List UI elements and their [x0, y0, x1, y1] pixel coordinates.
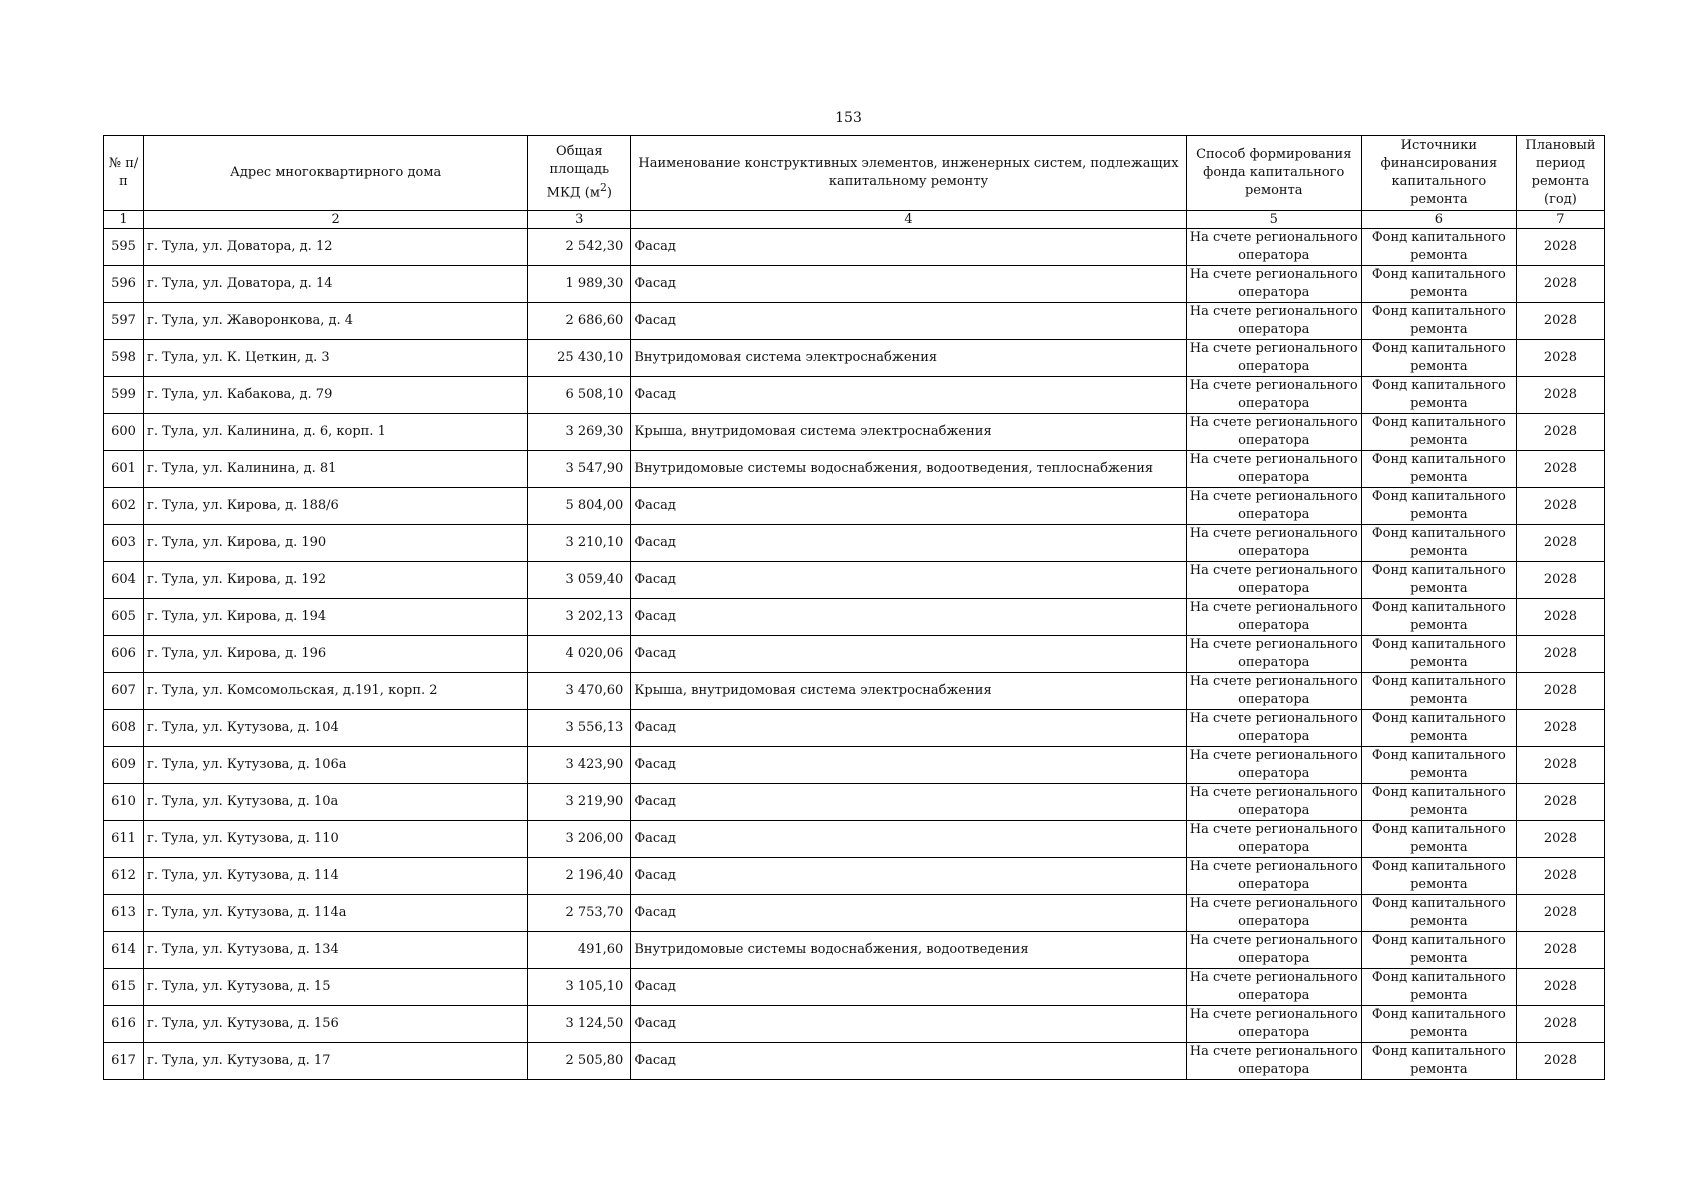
table-row: [104, 858, 1605, 895]
row-number: 596: [104, 266, 144, 303]
funding-method-cell: На счете регионального оператора: [1186, 747, 1361, 784]
column-number: 5: [1186, 211, 1361, 229]
address-cell: г. Тула, ул. Кутузова, д. 110: [144, 821, 528, 858]
column-number: 7: [1516, 211, 1604, 229]
address-cell: г. Тула, ул. Доватора, д. 14: [144, 266, 528, 303]
period-cell: 2028: [1516, 1043, 1604, 1080]
table-row: [104, 377, 1605, 414]
header-area-sup: 2: [599, 181, 607, 195]
period-cell: 2028: [1516, 525, 1604, 562]
address-cell: г. Тула, ул. Кутузова, д. 114а: [144, 895, 528, 932]
table-row: [104, 710, 1605, 747]
period-cell: 2028: [1516, 414, 1604, 451]
area-cell: 3 556,13: [528, 710, 631, 747]
header-source: Источники финансирования капитального ремонта: [1361, 136, 1516, 211]
address-cell: г. Тула, ул. Калинина, д. 6, корп. 1: [144, 414, 528, 451]
funding-method-cell: На счете регионального оператора: [1186, 710, 1361, 747]
funding-method-cell: На счете регионального оператора: [1186, 266, 1361, 303]
row-number: 616: [104, 1006, 144, 1043]
period-cell: 2028: [1516, 562, 1604, 599]
row-number: 605: [104, 599, 144, 636]
elements-cell: Фасад: [631, 969, 1186, 1006]
funding-source-cell: Фонд капитального ремонта: [1361, 858, 1516, 895]
elements-cell: Внутридомовые системы водоснабжения, водоотведения, теплоснабжения: [631, 451, 1186, 488]
row-number: 598: [104, 340, 144, 377]
elements-cell: Фасад: [631, 784, 1186, 821]
table-row: [104, 784, 1605, 821]
row-number: 609: [104, 747, 144, 784]
column-number: 2: [144, 211, 528, 229]
column-number: 1: [104, 211, 144, 229]
address-cell: г. Тула, ул. Кабакова, д. 79: [144, 377, 528, 414]
address-cell: г. Тула, ул. Жаворонкова, д. 4: [144, 303, 528, 340]
area-cell: 3 423,90: [528, 747, 631, 784]
header-area-label: Общая площадь МКД (м: [546, 144, 610, 201]
period-cell: 2028: [1516, 895, 1604, 932]
row-number: 602: [104, 488, 144, 525]
funding-source-cell: Фонд капитального ремонта: [1361, 488, 1516, 525]
period-cell: 2028: [1516, 821, 1604, 858]
area-cell: 2 542,30: [528, 229, 631, 266]
address-cell: г. Тула, ул. Доватора, д. 12: [144, 229, 528, 266]
area-cell: 5 804,00: [528, 488, 631, 525]
funding-method-cell: На счете регионального оператора: [1186, 488, 1361, 525]
address-cell: г. Тула, ул. Комсомольская, д.191, корп. 2: [144, 673, 528, 710]
header-method: Способ формирования фонда капитального ремонта: [1186, 136, 1361, 211]
table-header: [104, 136, 1605, 229]
period-cell: 2028: [1516, 1006, 1604, 1043]
funding-source-cell: Фонд капитального ремонта: [1361, 1006, 1516, 1043]
area-cell: 2 196,40: [528, 858, 631, 895]
funding-source-cell: Фонд капитального ремонта: [1361, 1043, 1516, 1080]
page-number: 153: [835, 110, 862, 126]
table-row: [104, 562, 1605, 599]
address-cell: г. Тула, ул. Калинина, д. 81: [144, 451, 528, 488]
area-cell: 3 269,30: [528, 414, 631, 451]
table-row: [104, 525, 1605, 562]
area-cell: 4 020,06: [528, 636, 631, 673]
funding-method-cell: На счете регионального оператора: [1186, 895, 1361, 932]
funding-source-cell: Фонд капитального ремонта: [1361, 747, 1516, 784]
address-cell: г. Тула, ул. Кирова, д. 196: [144, 636, 528, 673]
period-cell: 2028: [1516, 303, 1604, 340]
area-cell: 3 124,50: [528, 1006, 631, 1043]
row-number: 611: [104, 821, 144, 858]
table-row: [104, 229, 1605, 266]
row-number: 603: [104, 525, 144, 562]
funding-method-cell: На счете регионального оператора: [1186, 525, 1361, 562]
address-cell: г. Тула, ул. Кирова, д. 188/6: [144, 488, 528, 525]
area-cell: 3 210,10: [528, 525, 631, 562]
elements-cell: Фасад: [631, 562, 1186, 599]
funding-method-cell: На счете регионального оператора: [1186, 858, 1361, 895]
elements-cell: Фасад: [631, 525, 1186, 562]
period-cell: 2028: [1516, 599, 1604, 636]
row-number: 606: [104, 636, 144, 673]
area-cell: 3 105,10: [528, 969, 631, 1006]
row-number: 608: [104, 710, 144, 747]
repair-program-table: [103, 135, 1605, 1080]
row-number: 615: [104, 969, 144, 1006]
row-number: 612: [104, 858, 144, 895]
funding-method-cell: На счете регионального оператора: [1186, 414, 1361, 451]
elements-cell: Фасад: [631, 747, 1186, 784]
address-cell: г. Тула, ул. Кутузова, д. 114: [144, 858, 528, 895]
area-cell: 3 059,40: [528, 562, 631, 599]
elements-cell: Фасад: [631, 636, 1186, 673]
row-number: 601: [104, 451, 144, 488]
address-cell: г. Тула, ул. Кутузова, д. 15: [144, 969, 528, 1006]
funding-source-cell: Фонд капитального ремонта: [1361, 784, 1516, 821]
header-area-suffix: ): [606, 185, 612, 201]
funding-method-cell: На счете регионального оператора: [1186, 340, 1361, 377]
address-cell: г. Тула, ул. Кутузова, д. 156: [144, 1006, 528, 1043]
header-address: Адрес многоквартирного дома: [144, 136, 528, 211]
table-row: [104, 488, 1605, 525]
period-cell: 2028: [1516, 784, 1604, 821]
funding-source-cell: Фонд капитального ремонта: [1361, 599, 1516, 636]
table-row: [104, 340, 1605, 377]
area-cell: 3 470,60: [528, 673, 631, 710]
funding-method-cell: На счете регионального оператора: [1186, 821, 1361, 858]
row-number: 599: [104, 377, 144, 414]
funding-source-cell: Фонд капитального ремонта: [1361, 266, 1516, 303]
area-cell: 3 547,90: [528, 451, 631, 488]
funding-source-cell: Фонд капитального ремонта: [1361, 710, 1516, 747]
funding-method-cell: На счете регионального оператора: [1186, 562, 1361, 599]
column-number: 3: [528, 211, 631, 229]
row-number: 610: [104, 784, 144, 821]
funding-method-cell: На счете регионального оператора: [1186, 377, 1361, 414]
table-row: [104, 636, 1605, 673]
period-cell: 2028: [1516, 969, 1604, 1006]
elements-cell: Фасад: [631, 599, 1186, 636]
funding-method-cell: На счете регионального оператора: [1186, 636, 1361, 673]
elements-cell: Крыша, внутридомовая система электроснабжения: [631, 414, 1186, 451]
table-row: [104, 266, 1605, 303]
funding-source-cell: Фонд капитального ремонта: [1361, 562, 1516, 599]
period-cell: 2028: [1516, 488, 1604, 525]
period-cell: 2028: [1516, 858, 1604, 895]
header-elements: Наименование конструктивных элементов, инженерных систем, подлежащих капитальному ремонту: [631, 136, 1186, 211]
funding-source-cell: Фонд капитального ремонта: [1361, 969, 1516, 1006]
address-cell: г. Тула, ул. Кутузова, д. 17: [144, 1043, 528, 1080]
funding-method-cell: На счете регионального оператора: [1186, 229, 1361, 266]
funding-source-cell: Фонд капитального ремонта: [1361, 451, 1516, 488]
area-cell: 3 206,00: [528, 821, 631, 858]
funding-source-cell: Фонд капитального ремонта: [1361, 636, 1516, 673]
period-cell: 2028: [1516, 229, 1604, 266]
area-cell: 1 989,30: [528, 266, 631, 303]
table-row: [104, 1043, 1605, 1080]
row-number: 600: [104, 414, 144, 451]
elements-cell: Фасад: [631, 858, 1186, 895]
table-row: [104, 895, 1605, 932]
row-number: 595: [104, 229, 144, 266]
row-number: 617: [104, 1043, 144, 1080]
area-cell: 2 753,70: [528, 895, 631, 932]
funding-method-cell: На счете регионального оператора: [1186, 673, 1361, 710]
table-row: [104, 969, 1605, 1006]
period-cell: 2028: [1516, 266, 1604, 303]
funding-method-cell: На счете регионального оператора: [1186, 932, 1361, 969]
elements-cell: Фасад: [631, 895, 1186, 932]
table-row: [104, 451, 1605, 488]
address-cell: г. Тула, ул. Кутузова, д. 106а: [144, 747, 528, 784]
address-cell: г. Тула, ул. Кирова, д. 190: [144, 525, 528, 562]
funding-source-cell: Фонд капитального ремонта: [1361, 673, 1516, 710]
table-row: [104, 599, 1605, 636]
address-cell: г. Тула, ул. К. Цеткин, д. 3: [144, 340, 528, 377]
elements-cell: Фасад: [631, 821, 1186, 858]
funding-source-cell: Фонд капитального ремонта: [1361, 377, 1516, 414]
funding-source-cell: Фонд капитального ремонта: [1361, 525, 1516, 562]
column-number: 6: [1361, 211, 1516, 229]
column-number-row: [104, 211, 1605, 229]
address-cell: г. Тула, ул. Кутузова, д. 104: [144, 710, 528, 747]
period-cell: 2028: [1516, 451, 1604, 488]
row-number: 613: [104, 895, 144, 932]
table-body: [104, 229, 1605, 1080]
area-cell: 3 202,13: [528, 599, 631, 636]
elements-cell: Фасад: [631, 377, 1186, 414]
address-cell: г. Тула, ул. Кирова, д. 192: [144, 562, 528, 599]
header-no: № п/п: [104, 136, 144, 211]
address-cell: г. Тула, ул. Кутузова, д. 10а: [144, 784, 528, 821]
funding-source-cell: Фонд капитального ремонта: [1361, 340, 1516, 377]
elements-cell: Фасад: [631, 1043, 1186, 1080]
elements-cell: Фасад: [631, 1006, 1186, 1043]
period-cell: 2028: [1516, 710, 1604, 747]
elements-cell: Внутридомовая система электроснабжения: [631, 340, 1186, 377]
address-cell: г. Тула, ул. Кутузова, д. 134: [144, 932, 528, 969]
funding-method-cell: На счете регионального оператора: [1186, 599, 1361, 636]
elements-cell: Фасад: [631, 266, 1186, 303]
funding-source-cell: Фонд капитального ремонта: [1361, 821, 1516, 858]
elements-cell: Внутридомовые системы водоснабжения, водоотведения: [631, 932, 1186, 969]
funding-source-cell: Фонд капитального ремонта: [1361, 303, 1516, 340]
funding-method-cell: На счете регионального оператора: [1186, 1006, 1361, 1043]
period-cell: 2028: [1516, 377, 1604, 414]
area-cell: 3 219,90: [528, 784, 631, 821]
elements-cell: Фасад: [631, 488, 1186, 525]
header-area: [528, 136, 631, 211]
table-row: [104, 821, 1605, 858]
table-row: [104, 303, 1605, 340]
funding-source-cell: Фонд капитального ремонта: [1361, 895, 1516, 932]
funding-source-cell: Фонд капитального ремонта: [1361, 932, 1516, 969]
area-cell: 25 430,10: [528, 340, 631, 377]
table-row: [104, 414, 1605, 451]
area-cell: 2 505,80: [528, 1043, 631, 1080]
period-cell: 2028: [1516, 932, 1604, 969]
header-period: Плановый период ремонта (год): [1516, 136, 1604, 211]
row-number: 614: [104, 932, 144, 969]
row-number: 597: [104, 303, 144, 340]
table-row: [104, 747, 1605, 784]
table-row: [104, 932, 1605, 969]
period-cell: 2028: [1516, 340, 1604, 377]
row-number: 607: [104, 673, 144, 710]
period-cell: 2028: [1516, 673, 1604, 710]
row-number: 604: [104, 562, 144, 599]
funding-method-cell: На счете регионального оператора: [1186, 1043, 1361, 1080]
funding-source-cell: Фонд капитального ремонта: [1361, 229, 1516, 266]
area-cell: 2 686,60: [528, 303, 631, 340]
funding-method-cell: На счете регионального оператора: [1186, 451, 1361, 488]
funding-method-cell: На счете регионального оператора: [1186, 969, 1361, 1006]
table-row: [104, 673, 1605, 710]
elements-cell: Крыша, внутридомовая система электроснабжения: [631, 673, 1186, 710]
elements-cell: Фасад: [631, 303, 1186, 340]
address-cell: г. Тула, ул. Кирова, д. 194: [144, 599, 528, 636]
funding-method-cell: На счете регионального оператора: [1186, 784, 1361, 821]
funding-method-cell: На счете регионального оператора: [1186, 303, 1361, 340]
elements-cell: Фасад: [631, 710, 1186, 747]
elements-cell: Фасад: [631, 229, 1186, 266]
table-row: [104, 1006, 1605, 1043]
column-number: 4: [631, 211, 1186, 229]
period-cell: 2028: [1516, 636, 1604, 673]
period-cell: 2028: [1516, 747, 1604, 784]
funding-source-cell: Фонд капитального ремонта: [1361, 414, 1516, 451]
area-cell: 6 508,10: [528, 377, 631, 414]
area-cell: 491,60: [528, 932, 631, 969]
